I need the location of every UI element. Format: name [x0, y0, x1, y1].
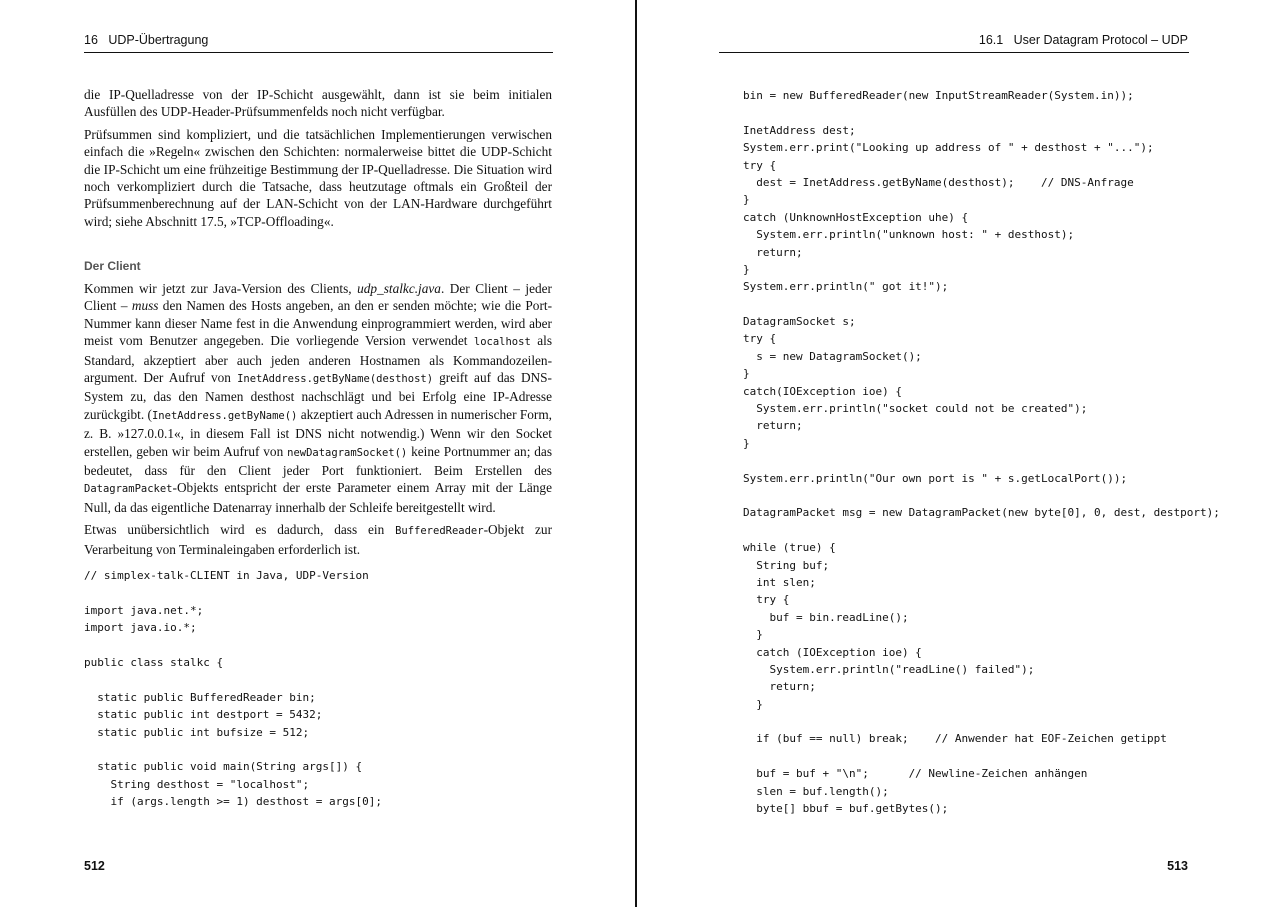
code-line: System.err.println("readLine() failed");	[743, 662, 1035, 676]
code-line: buf = buf + "\n"; // Newline-Zeichen anhängen	[743, 767, 1088, 781]
code-line: try {	[743, 593, 790, 607]
inline-code-getbyname: InetAddress.getByName(desthost)	[237, 373, 434, 386]
right-running-head: 16.1 User Datagram Protocol – UDP	[978, 33, 1188, 47]
code-line: }	[743, 697, 763, 711]
code-line: }	[743, 262, 750, 276]
code-line: catch (IOException ioe) {	[743, 645, 922, 659]
code-line	[743, 748, 1220, 765]
code-line	[84, 741, 382, 758]
code-line: String desthost = "localhost";	[84, 777, 310, 791]
code-line: }	[743, 193, 750, 207]
code-line: if (args.length >= 1) desthost = args[0];	[84, 795, 383, 809]
left-body-text-client	[84, 280, 552, 558]
code-line: }	[743, 436, 750, 450]
code-line: while (true) {	[743, 541, 836, 555]
paragraph-buffered-reader: Etwas unübersichtlich wird es dadurch, dass ein BufferedReader-Objekt zur Verarbeitung von Terminaleingaben erforderlich ist.	[84, 522, 553, 557]
code-line: buf = bin.readLine();	[743, 610, 909, 624]
code-line	[743, 713, 1220, 730]
inline-code-new-socket: newDatagramSocket()	[287, 446, 408, 459]
code-line: slen = buf.length();	[743, 784, 889, 798]
code-line: int slen;	[743, 575, 816, 589]
code-line: byte[] bbuf = buf.getBytes();	[743, 802, 949, 816]
code-line: // simplex-talk-CLIENT in Java, UDP-Version	[84, 569, 369, 582]
paragraph-checksums: Prüfsummen sind kompliziert, und die tatsächlichen Implementierungen verwischen einfach die »Regeln« zwischen den Schichten: normalerweise bittet die UDP-Schicht die IP-Schicht um eine frühzeitige Bestimmung der IP-Quelladresse. Die Situation wird noch verkompliziert durch die Tatsache, dass heutzutage oftmals ein Großteil der Prüfsummenberechnung auf der LAN-Schicht von der LAN-Hardware durchgeführt wird; siehe Abschnitt 17.5, »TCP-Offloading«.	[84, 126, 552, 229]
file-name: udp_stalkc.java	[357, 281, 441, 296]
code-line: if (buf == null) break; // Anwender hat EOF-Zeichen getippt	[743, 732, 1167, 746]
code-line: public class stalkc {	[84, 655, 224, 669]
inline-code-getbyname-empty: InetAddress.getByName()	[151, 409, 298, 422]
code-line: try {	[743, 158, 777, 172]
code-line: }	[743, 367, 750, 381]
right-code-listing	[743, 87, 1220, 817]
code-line: return;	[743, 680, 816, 694]
code-line: import java.io.*;	[84, 621, 197, 635]
inline-code-datagram-packet: DatagramPacket	[84, 483, 173, 496]
code-line: catch (UnknownHostException uhe) {	[743, 210, 969, 224]
code-line: System.err.println(" got it!");	[743, 280, 949, 294]
code-line	[743, 296, 1220, 313]
code-line: import java.net.*;	[84, 603, 204, 617]
code-line: DatagramSocket s;	[743, 315, 856, 329]
inline-code-buffered-reader: BufferedReader	[395, 525, 484, 538]
code-line	[84, 637, 382, 654]
left-head-rule	[84, 52, 553, 53]
code-line: return;	[743, 419, 803, 433]
code-line	[84, 671, 382, 688]
code-line: static public BufferedReader bin;	[84, 690, 316, 704]
paragraph-ip-source: die IP-Quelladresse von der IP-Schicht ausgewählt, dann ist sie beim initialen Ausfüllen des UDP-Header-Prüfsummenfelds noch nicht verfügbar.	[84, 87, 552, 120]
code-line: }	[743, 628, 763, 642]
left-code-listing	[84, 567, 382, 810]
code-line: static public int bufsize = 512;	[84, 725, 310, 739]
left-running-head: 16 UDP-Übertragung	[84, 33, 209, 47]
code-line	[743, 104, 1220, 121]
code-line: System.err.println("socket could not be created");	[743, 402, 1088, 416]
code-line: try {	[743, 332, 777, 346]
code-line: catch(IOException ioe) {	[743, 384, 902, 398]
code-line: DatagramPacket msg = new DatagramPacket(new byte[0], 0, dest, destport);	[743, 506, 1220, 520]
code-line	[743, 452, 1220, 469]
code-line	[743, 487, 1220, 504]
code-line: return;	[743, 245, 803, 259]
right-page	[637, 0, 1272, 907]
left-page-number: 512	[84, 859, 105, 873]
right-head-rule	[719, 52, 1189, 53]
code-line	[84, 584, 382, 601]
code-line: System.err.print("Looking up address of " + desthost + "...");	[743, 141, 1154, 155]
left-body-text-top	[84, 86, 552, 230]
inline-code-localhost: localhost	[473, 336, 531, 349]
paragraph-client: Kommen wir jetzt zur Java-Version des Clients, udp_stalkc.java. Der Client – jeder Client – muss den Namen des Hosts angeben, an den er senden möchte; wie die Port-Nummer kann dieser Name fest in die Anwendung einprogrammiert werden, wird aber meist vom Benutzer angegeben. Die vorliegende Version verwendet localhost als Standard, akzeptiert aber auch jeden anderen Hostnamen als Kommandozeilen-argument. Der Aufruf von InetAddress.getByName(desthost) greift auf das DNS-System zu, das den Namen desthost nachschlägt und bei Erfolg eine IP-Adresse zurückgibt. (InetAddress.getByName() akzeptiert auch Adressen in numerischer Form, z. B. »127.0.0.1«, in diesem Fall ist DNS nicht notwendig.) Wenn wir den Socket erstellen, geben wir beim Aufruf von newDatagramSocket() keine Portnummer an; das bedeutet, dass für den Client jeder Port funktioniert. Beim Erstellen des DatagramPacket-Objekts entspricht der erste Parameter einem Array mit der Länge Null, da das eigentliche Datenarray innerhalb der Schleife bereitgestellt wird.	[84, 281, 553, 515]
code-line	[743, 522, 1220, 539]
code-line: s = new DatagramSocket();	[743, 349, 922, 363]
code-line: static public void main(String args[]) {	[84, 760, 363, 774]
code-line: System.err.println("Our own port is " + s.getLocalPort());	[743, 471, 1128, 485]
code-line: dest = InetAddress.getByName(desthost); // DNS-Anfrage	[743, 175, 1134, 189]
code-line: System.err.println("unknown host: " + desthost);	[743, 228, 1075, 242]
code-line: String buf;	[743, 558, 830, 572]
code-line: bin = new BufferedReader(new InputStreamReader(System.in));	[743, 89, 1134, 102]
code-line: static public int destport = 5432;	[84, 708, 323, 722]
emphasis-must: muss	[131, 298, 159, 314]
subheading-client: Der Client	[84, 259, 141, 273]
code-line: InetAddress dest;	[743, 123, 856, 137]
right-page-number: 513	[1167, 859, 1188, 873]
